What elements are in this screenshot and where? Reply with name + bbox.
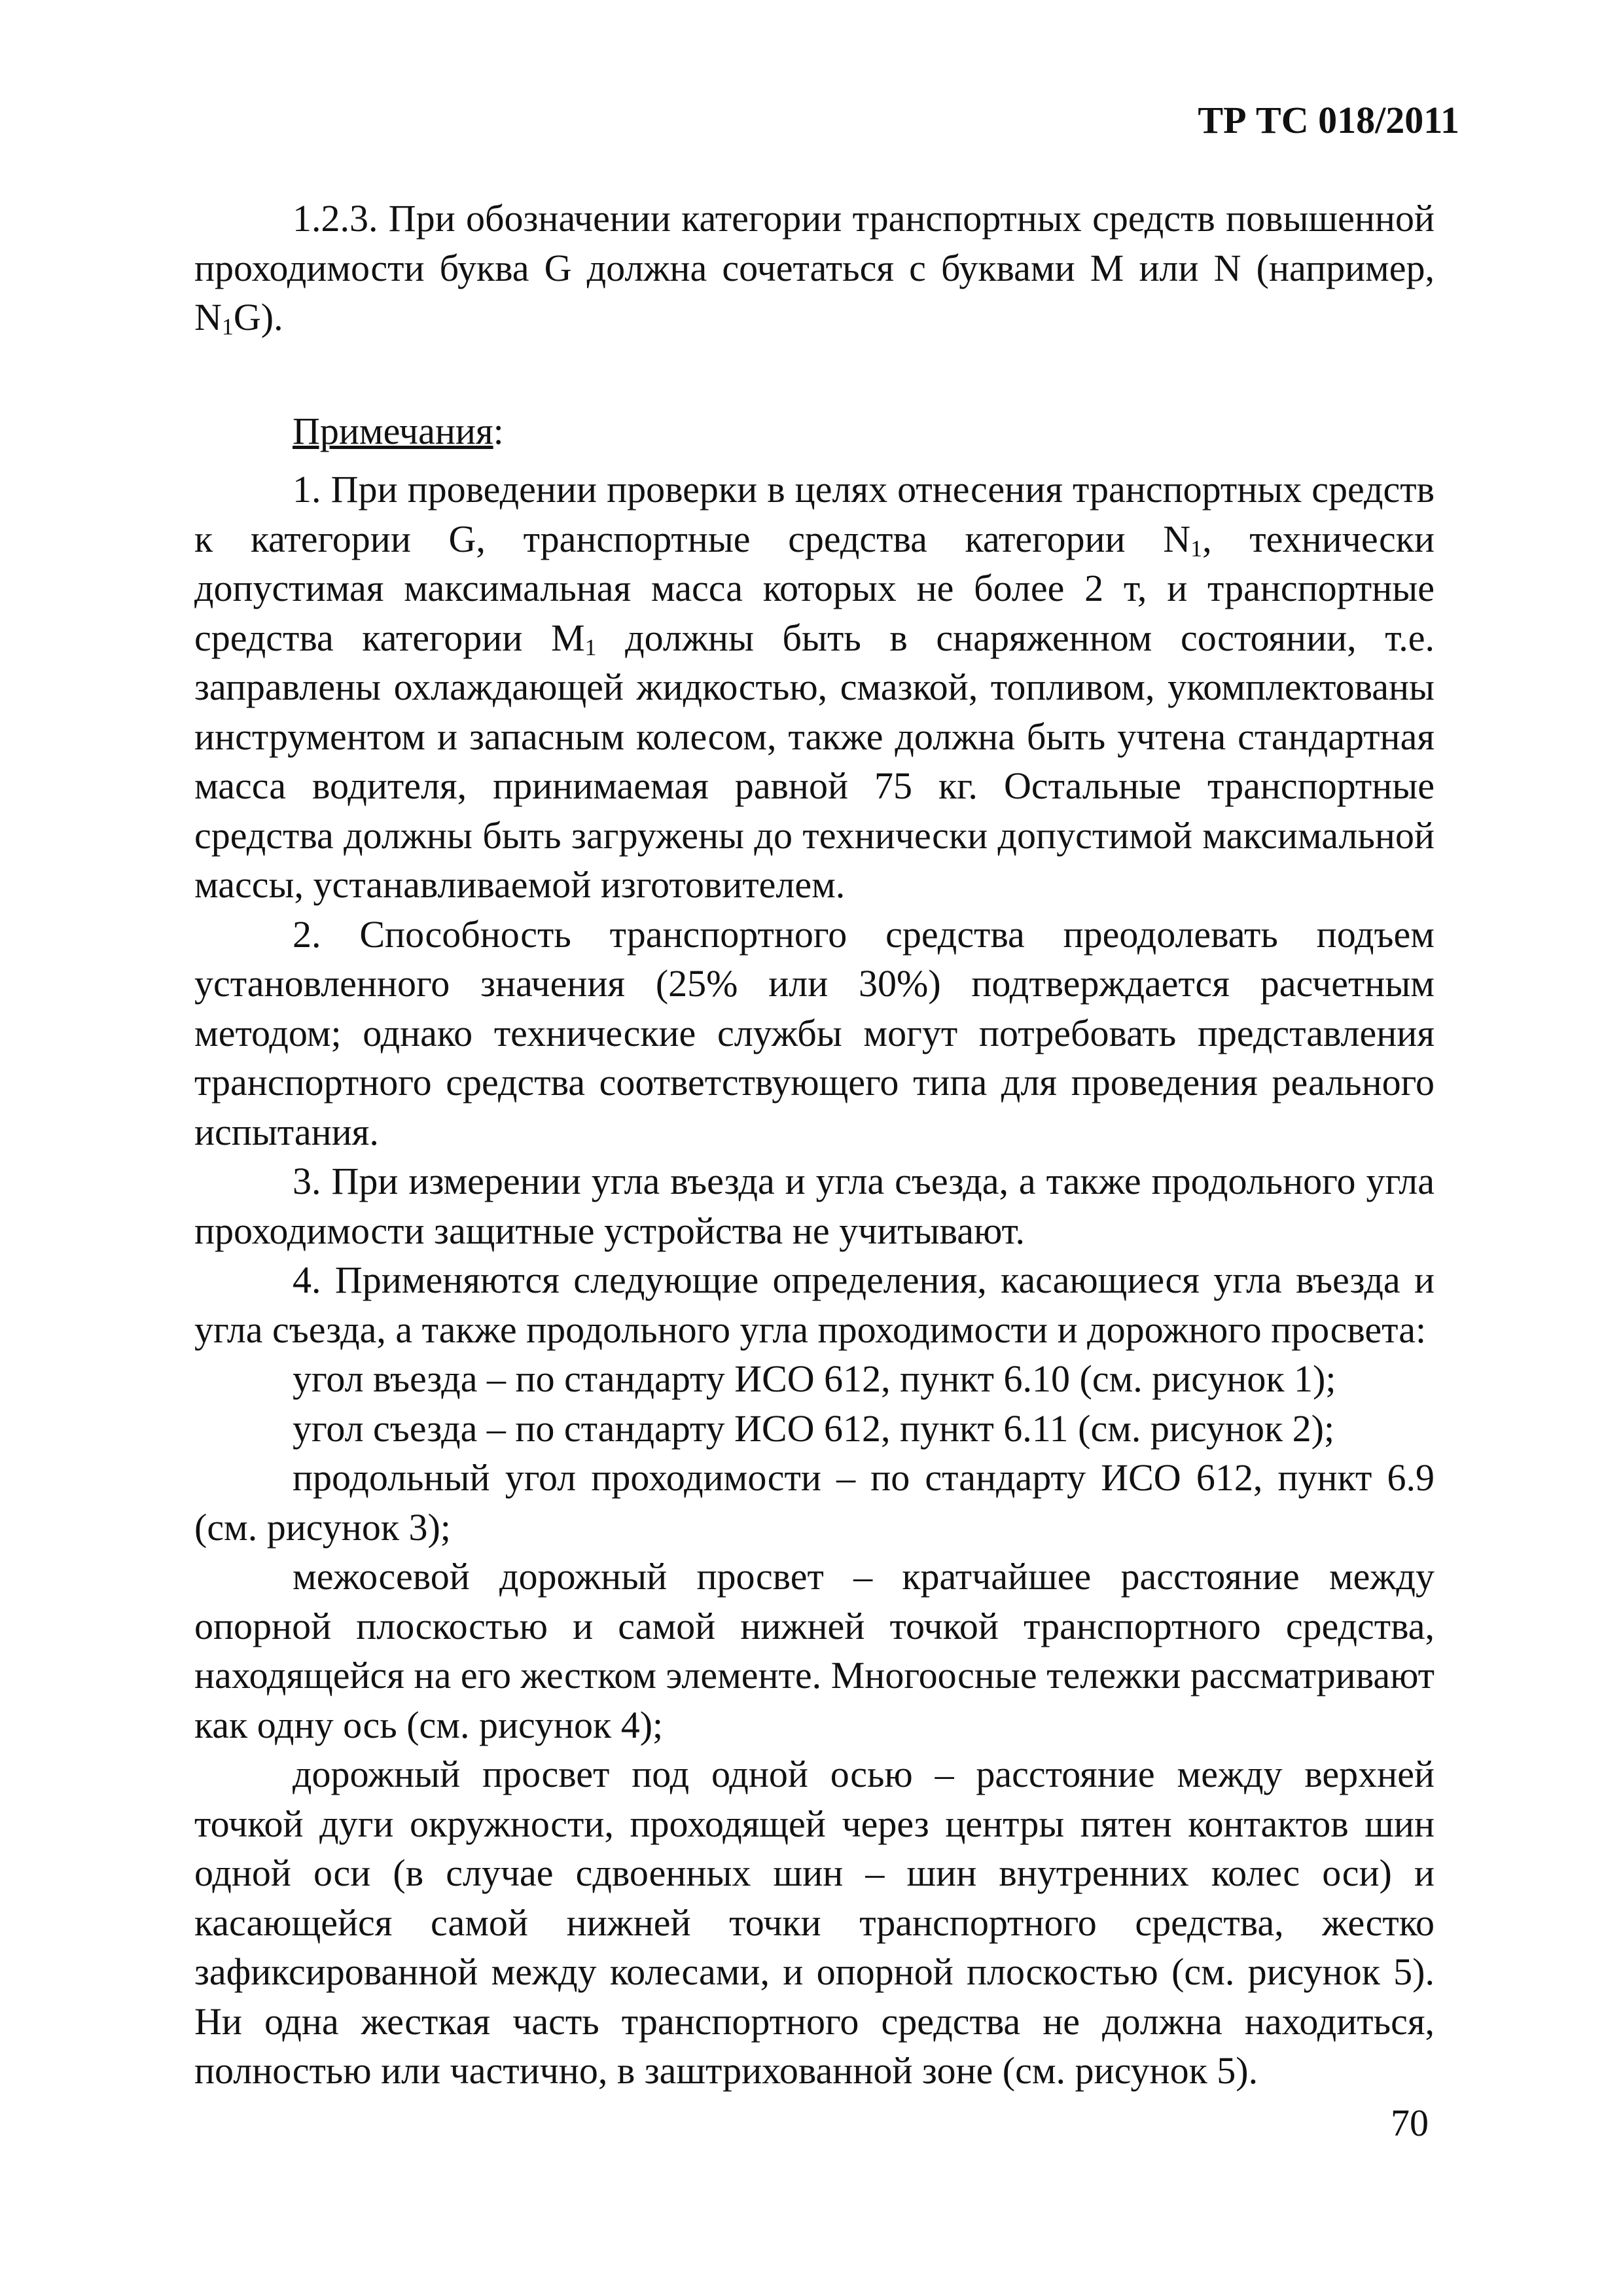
notes-heading-colon: : xyxy=(493,409,504,452)
definition-ramp-angle: продольный угол проходимости – по стандарту ИСО 612, пункт 6.9 (см. рисунок 3); xyxy=(194,1456,1435,1549)
definition-departure-angle: угол съезда – по стандарту ИСО 612, пункт 6.11 (см. рисунок 2); xyxy=(293,1407,1335,1450)
subscript: 1 xyxy=(584,634,597,660)
subscript: 1 xyxy=(221,314,234,340)
spacer xyxy=(194,456,1435,465)
spacer xyxy=(194,342,1435,406)
note-4: 4. Применяются следующие определения, касающиеся угла въезда и угла съезда, а также продольного угла проходимости и дорожного просвета: xyxy=(194,1259,1435,1351)
paragraph-text: 1.2.3. При обозначении категории транспортных средств повышенной проходимости буква G должна сочетаться с буквами M или N (например, N xyxy=(194,197,1435,338)
note-1 xyxy=(194,465,1435,910)
note-2: 2. Способность транспортного средства преодолевать подъем установленного значения (25% или 30%) подтверждается расчетным методом; однако технические службы могут потребовать представления транспортного средства соответствующего типа для проведения реального испытания. xyxy=(194,912,1435,1153)
notes-heading xyxy=(194,406,1435,456)
page-number: 70 xyxy=(1391,2102,1429,2144)
subscript: 1 xyxy=(1190,535,1203,562)
body-text xyxy=(194,194,1435,2096)
definition-interaxle-clearance: межосевой дорожный просвет – кратчайшее расстояние между опорной плоскостью и самой нижней точкой транспортного средства, находящейся на его жестком элементе. Многоосные тележки рассматривают как одну ось (см. рисунок 4); xyxy=(194,1555,1435,1746)
notes-heading-text: Примечания xyxy=(293,409,493,452)
note-1-part-c: должны быть в снаряженном состоянии, т.е. заправлены охлаждающей жидкостью, смазкой, топливом, укомплектованы инструментом и запасным колесом, также должна быть учтена стандартная масса водителя, принимаемая равной 75 кг. Остальные транспортные средства должны быть загружены до технически допустимой максимальной массы, устанавливаемой изготовителем. xyxy=(194,616,1435,906)
paragraph-text-tail: G). xyxy=(233,296,283,338)
definition-underaxle-clearance: дорожный просвет под одной осью – расстояние между верхней точкой дуги окружности, проходящей через центры пятен контактов шин одной оси (в случае сдвоенных шин – шин внутренних колес оси) и касающейся самой нижней точки транспортного средства, жестко зафиксированной между колесами, и опорной плоскостью (см. рисунок 5). Ни одна жесткая часть транспортного средства не должна находиться, полностью или частично, в заштрихованной зоне (см. рисунок 5). xyxy=(194,1753,1435,2092)
note-3: 3. При измерении угла въезда и угла съезда, а также продольного угла проходимости защитные устройства не учитывают. xyxy=(194,1160,1435,1252)
definition-approach-angle: угол въезда – по стандарту ИСО 612, пункт 6.10 (см. рисунок 1); xyxy=(293,1357,1336,1400)
document-code: ТР ТС 018/2011 xyxy=(1198,99,1459,141)
note-1-part-a: 1. При проведении проверки в целях отнесения транспортных средств к категории G, транспортные средства категории N xyxy=(194,468,1435,560)
paragraph-1-2-3 xyxy=(194,194,1435,342)
note-1-part-b: , технически допустимая максимальная масса которых не более 2 т, и транспортные средства категории M xyxy=(194,517,1435,659)
